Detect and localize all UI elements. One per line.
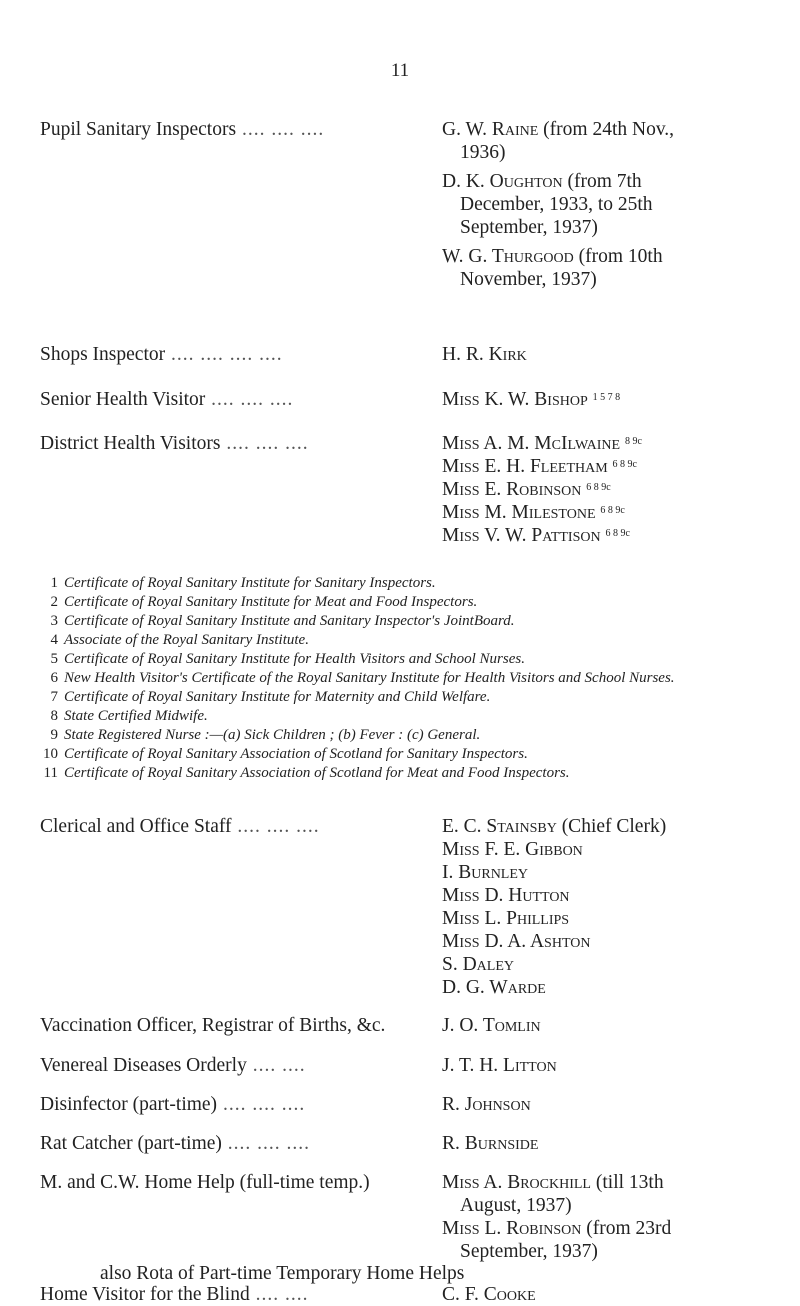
- entry-label: Disinfector (part-time): [40, 1094, 218, 1115]
- note-item: 9 State Registered Nurse :—(a) Sick Children ; (b) Fever : (c) General.: [50, 727, 481, 743]
- staff-name: Miss A. Brockhill: [442, 1172, 591, 1193]
- staff-note: 1936): [460, 142, 506, 163]
- qualification-refs: 1 5 7 8: [592, 392, 621, 403]
- entry-label: Vaccination Officer, Registrar of Births, &c.: [40, 1015, 386, 1036]
- leader-dots: .... .... ....: [236, 119, 325, 140]
- rota-line: also Rota of Part-time Temporary Home Helps: [100, 1263, 465, 1284]
- staff-name: Miss V. W. Pattison: [442, 525, 601, 546]
- leader-dots: .... .... ....: [220, 433, 309, 454]
- note-item: 1 Certificate of Royal Sanitary Institute for Sanitary Inspectors.: [50, 575, 436, 591]
- entry-label: Pupil Sanitary Inspectors: [40, 119, 237, 140]
- note-item: 8 State Certified Midwife.: [50, 708, 208, 724]
- note-item: 7 Certificate of Royal Sanitary Institute for Maternity and Child Welfare.: [50, 689, 491, 705]
- staff-name: Miss A. M. McIlwaine: [442, 433, 621, 454]
- staff-name: Miss E. H. Fleetham: [442, 456, 608, 477]
- staff-note: November, 1937): [460, 269, 597, 290]
- qualification-notes: [40, 574, 760, 783]
- page-number: 11: [390, 60, 410, 81]
- entry-label: Senior Health Visitor: [40, 389, 206, 410]
- qualification-refs: 6 8 9c: [586, 482, 611, 493]
- staff-name: D. K. Oughton: [442, 171, 563, 192]
- staff-note: (from 7th: [562, 171, 642, 192]
- staff-name: R. Burnside: [442, 1133, 539, 1154]
- entry-label: District Health Visitors: [40, 433, 221, 454]
- staff-name: Miss L. Phillips: [442, 908, 570, 929]
- qualification-refs: 6 8 9c: [600, 505, 625, 516]
- staff-name: Miss K. W. Bishop: [442, 389, 588, 410]
- staff-note: September, 1937): [460, 1241, 598, 1262]
- leader-dots: .... ....: [246, 1055, 306, 1076]
- staff-note: (Chief Clerk): [556, 816, 667, 837]
- staff-name: H. R. Kirk: [442, 344, 527, 365]
- entry-label: M. and C.W. Home Help (full-time temp.): [40, 1172, 370, 1193]
- note-item: 10 Certificate of Royal Sanitary Association of Scotland for Sanitary Inspectors.: [43, 746, 528, 762]
- entry-label: Rat Catcher (part-time): [40, 1133, 222, 1154]
- staff-name: Miss D. A. Ashton: [442, 931, 591, 952]
- staff-name: J. T. H. Litton: [442, 1055, 557, 1076]
- staff-note: August, 1937): [460, 1195, 572, 1216]
- qualification-refs: 6 8 9c: [605, 528, 630, 539]
- staff-name: D. G. Warde: [442, 977, 546, 998]
- leader-dots: .... .... .... ....: [165, 344, 283, 365]
- staff-name: W. G. Thurgood: [442, 246, 574, 267]
- staff-name: Miss E. Robinson: [442, 479, 582, 500]
- staff-name: E. C. Stainsby: [442, 816, 557, 837]
- staff-name: Miss D. Hutton: [442, 885, 570, 906]
- note-item: 6 New Health Visitor's Certificate of the Royal Sanitary Institute for Health Visitors and School Nurses.: [50, 670, 675, 686]
- note-item: 11 Certificate of Royal Sanitary Association of Scotland for Meat and Food Inspectors.: [43, 765, 570, 781]
- entry-label: Venereal Diseases Orderly: [40, 1055, 247, 1076]
- staff-name: J. O. Tomlin: [442, 1015, 541, 1036]
- staff-name: S. Daley: [442, 954, 515, 975]
- entry-label: Shops Inspector: [40, 344, 166, 365]
- staff-name: I. Burnley: [442, 862, 529, 883]
- staff-name: R. Johnson: [442, 1094, 531, 1115]
- staff-name: C. F. Cooke: [442, 1284, 536, 1305]
- note-item: 5 Certificate of Royal Sanitary Institute for Health Visitors and School Nurses.: [50, 651, 525, 667]
- leader-dots: .... .... ....: [205, 389, 294, 410]
- leader-dots: .... ....: [249, 1284, 309, 1305]
- entry-label: Clerical and Office Staff: [40, 816, 232, 837]
- staff-note: (from 24th Nov.,: [538, 119, 675, 140]
- staff-note: December, 1933, to 25th: [460, 194, 653, 215]
- staff-name: Miss M. Milestone: [442, 502, 596, 523]
- qualification-refs: 6 8 9c: [612, 459, 637, 470]
- staff-note: (from 10th: [573, 246, 663, 267]
- note-item: 3 Certificate of Royal Sanitary Institute and Sanitary Inspector's JointBoard.: [50, 613, 515, 629]
- staff-name: Miss L. Robinson: [442, 1218, 582, 1239]
- staff-name: Miss F. E. Gibbon: [442, 839, 583, 860]
- qualification-refs: 8 9c: [624, 436, 642, 447]
- leader-dots: .... .... ....: [217, 1094, 306, 1115]
- leader-dots: .... .... ....: [231, 816, 320, 837]
- note-item: 4 Associate of the Royal Sanitary Institute.: [50, 632, 309, 648]
- leader-dots: .... .... ....: [221, 1133, 311, 1154]
- staff-note: (from 23rd: [581, 1218, 672, 1239]
- note-item: 2 Certificate of Royal Sanitary Institute for Meat and Food Inspectors.: [50, 594, 478, 610]
- staff-note: September, 1937): [460, 217, 598, 238]
- staff-name: G. W. Raine: [442, 119, 539, 140]
- entry-label: Home Visitor for the Blind: [40, 1284, 250, 1305]
- staff-note: (till 13th: [590, 1172, 664, 1193]
